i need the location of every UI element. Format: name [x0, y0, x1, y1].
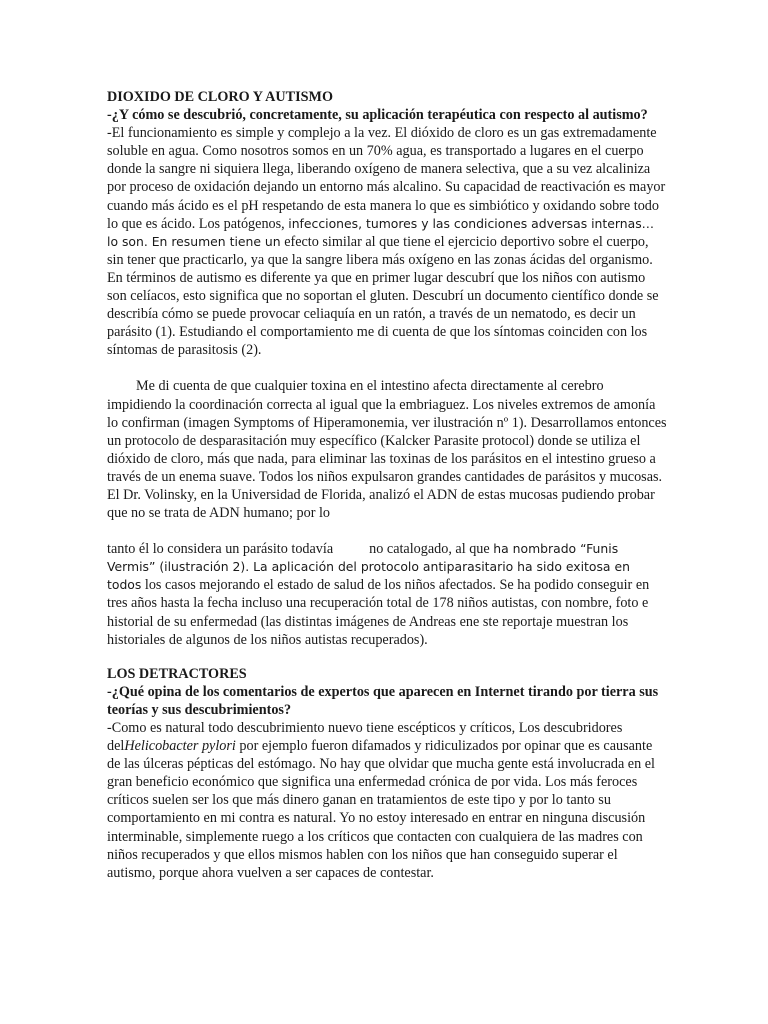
document-page [107, 88, 667, 882]
answer-4-text-b: por ejemplo fueron difamados y ridiculizados por opinar que es causante de las úlceras pépticas del estómago. No hay que olvidar que mucha gente está involucrada en el gran beneficio económico que significa una enfermedad crónica de por vida. Los más feroces críticos suelen ser los que más dinero ganan en tratamientos de este tipo y por lo tanto su comportamiento en mi contra es natural. Yo no estoy interesado en entrar en ninguna discusión interminable, simplemente ruego a los críticos que contacten con cualquiera de las madres con niños recuperados y que ellos mismos hablen con los niños que han conseguido superar el autismo, porque ahora vuelven a ser capaces de contestar. [107, 738, 655, 881]
page-break-spacer [107, 522, 667, 540]
species-name: Helicobacter pylori [124, 738, 236, 755]
answer-1-text-b: infecciones, tumores y las condiciones adversas internas… lo son. En resumen tiene un [107, 215, 655, 249]
interview-question-1: -¿Y cómo se descubrió, concretamente, su aplicación terapéutica con respecto al autismo? [107, 107, 648, 124]
paragraph-spacer [107, 359, 667, 377]
section-spacer [107, 649, 667, 665]
answer-3-text-c: ha nombrado “Funis [493, 541, 619, 557]
answer-3-text-a: tanto él lo considera un parásito todavía [107, 541, 334, 558]
answer-3-text-d: Vermis” (ilustración 2). La aplicación del protocolo antiparasitario ha sido exitosa en todos [107, 559, 630, 593]
interview-question-2: -¿Qué opina de los comentarios de expertos que aparecen en Internet tirando por tierra sus teorías y sus descubrimientos? [107, 683, 659, 718]
answer-paragraph-4 [107, 719, 667, 882]
section-heading-detractores: LOS DETRACTORES [107, 665, 247, 682]
answer-paragraph-2: Me di cuenta de que cualquier toxina en el intestino afecta directamente al cerebro impidiendo la coordinación correcta al igual que la embriaguez. Los niveles extremos de amonía lo confirman (imagen Symptoms of Hiperamonemia, ver ilustración nº 1). Desarrollamos entonces un protocolo de desparasitación muy específico (Kalcker Parasite protocol) donde se utiliza el dióxido de cloro, más que nada, para eliminar las toxinas de los parásitos en el intestino grueso a través de un enema suave. Todos los niños expulsaron grandes cantidades de parásitos y mucosas. El Dr. Volinsky, en la Universidad de Florida, analizó el ADN de estas mucosas pudiendo probar que no se trata de ADN humano; por lo [107, 378, 667, 522]
answer-1-text-c: efecto similar al que tiene el ejercicio deportivo sobre el cuerpo, sin tener que practicarlo, ya que la sangre libera más oxígeno en las zonas ácidas del organismo. En términos de autismo es diferente ya que en primer lugar descubrí que los niños con autismo son celíacos, esto significa que no soportan el gluten. Descubrí un documento científico donde se describía cómo se puede provocar celiaquía en un ratón, a través de un nematodo, es decir un parásito (1). Estudiando el comportamiento me di cuenta de que los síntomas coinciden con los síntomas de parasitosis (2). [107, 233, 659, 359]
answer-paragraph-1 [107, 124, 667, 359]
answer-paragraph-3 [107, 540, 667, 649]
answer-3-text-b: no catalogado, al que [369, 541, 490, 558]
answer-1-text-a: -El funcionamiento es simple y complejo a la vez. El dióxido de cloro es un gas extremadamente soluble en agua. Como nosotros somos en un 70% agua, es transportado a lugares en el cuerpo donde la sangre ni siquiera llega, liberando oxígeno de manera selectiva, que a su vez alcaliniza por proceso de oxidación dejando un entorno más alcalino. Su capacidad de reactivación es mayor cuando más ácido es el pH respetando de esta manera lo que es simbiótico y oxidando sobre todo lo que es ácido. Los patógenos, [107, 125, 666, 232]
answer-4-text-a: -Como es natural todo descubrimiento nuevo tiene escépticos y críticos, Los descubridores del [107, 720, 623, 755]
section-heading-dioxido: DIOXIDO DE CLORO Y AUTISMO [107, 89, 333, 105]
answer-3-text-e: los casos mejorando el estado de salud de los niños afectados. Se ha podido conseguir en tres años hasta la fecha incluso una recuperación total de 178 niños autistas, con nombre, foto e historial de su enfermedad (las distintas imágenes de Andreas ene ste reportaje muestran los historiales de algunos de los niños autistas recuperados). [107, 577, 650, 648]
